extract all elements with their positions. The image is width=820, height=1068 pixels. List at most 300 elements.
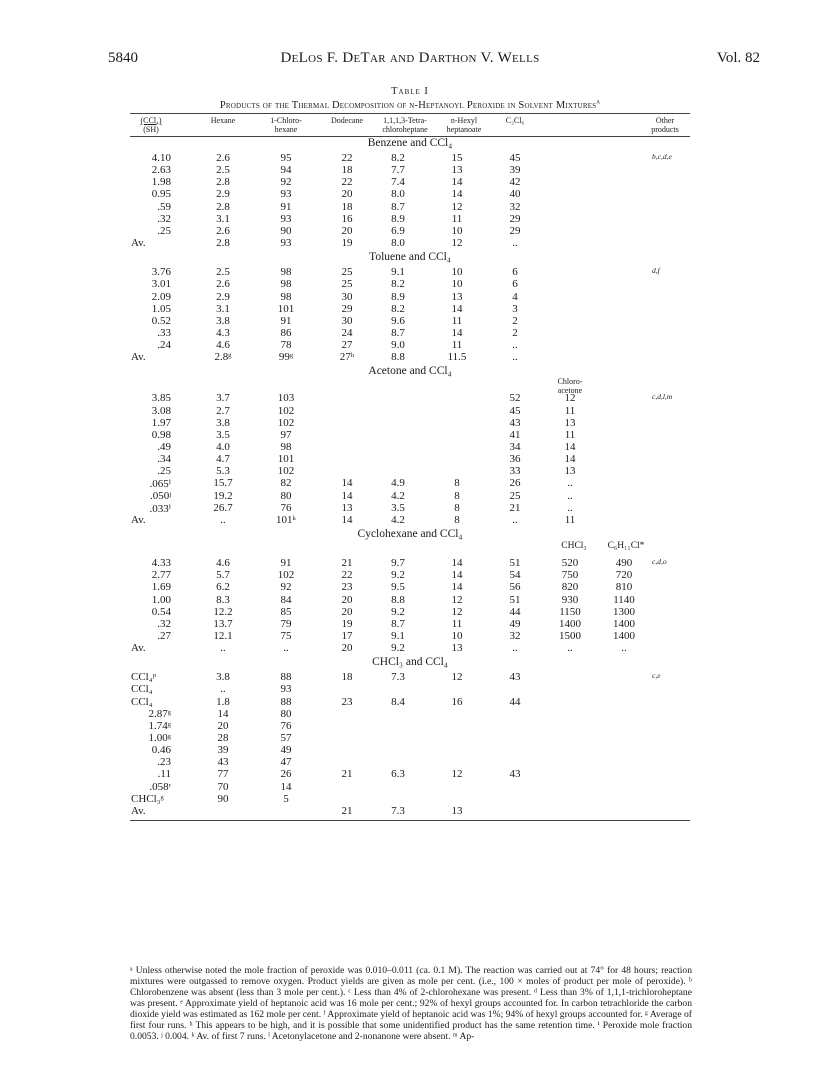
table-cell: 33 <box>509 465 521 478</box>
table-cell: CCl₄ᵖ <box>131 671 156 684</box>
table-cell: 2.5 <box>216 266 230 279</box>
table-cell: 10 <box>451 278 463 291</box>
table-cell: 14 <box>451 326 463 339</box>
table-row <box>0 744 820 756</box>
table-cell: 88 <box>280 671 292 684</box>
table-cell: 22 <box>341 152 353 164</box>
table-cell: 95 <box>280 152 292 164</box>
table-cell: 4.33 <box>151 557 171 570</box>
column-header <box>500 117 530 126</box>
table-cell: 80 <box>280 707 292 720</box>
table-cell: 32 <box>509 629 521 642</box>
table-cell: 14 <box>341 489 353 502</box>
table-cell: .27 <box>157 629 171 642</box>
table-cell: 98 <box>280 290 292 303</box>
table-cell: 11 <box>564 428 576 441</box>
column-header <box>262 117 310 134</box>
table-cell: 12 <box>451 593 463 606</box>
column-header-line: chloroheptane <box>382 124 428 134</box>
table-cell: 44 <box>509 605 521 618</box>
section-subheader-line: C₆H₁₁Cl* <box>607 541 645 552</box>
table-cell: 57 <box>280 732 292 744</box>
table-cell: 26 <box>509 477 521 490</box>
table-cell: 98 <box>280 278 292 291</box>
table-cell: 7.3 <box>391 804 405 817</box>
table-cell: 14 <box>451 557 463 570</box>
table-cell: 17 <box>341 629 353 642</box>
table-cell: 2 <box>512 326 518 339</box>
table-cell: 5 <box>283 792 289 805</box>
table-cell: 102 <box>277 569 295 582</box>
table-cell: 8.0 <box>391 237 405 250</box>
table-cell: 7.4 <box>391 176 405 189</box>
table-cell: 39 <box>217 744 229 757</box>
section-heading: Acetone and CCl₄ <box>368 365 452 378</box>
section-subheader-line: acetone <box>557 385 583 395</box>
table-cell: 0.98 <box>151 428 171 441</box>
table-cell: 42 <box>509 176 521 189</box>
table-cell: 13 <box>451 804 463 817</box>
table-cell: 2.5 <box>216 164 230 177</box>
column-header <box>438 117 490 134</box>
table-cell: .. <box>512 642 518 655</box>
table-cell: .065ⁱ <box>149 478 171 491</box>
table-row <box>0 569 820 581</box>
table-cell: 1400 <box>613 629 635 642</box>
table-cell: 4.6 <box>216 339 230 352</box>
table-cell: 29 <box>509 212 521 225</box>
table-cell: 10 <box>451 224 463 237</box>
table-cell: 93 <box>280 188 292 201</box>
table-row <box>0 201 820 213</box>
column-header-line: 1-Chloro- <box>270 116 302 125</box>
table-cell: 720 <box>615 569 633 582</box>
table-cell: .. <box>567 642 573 655</box>
table-cell: CCl₄ <box>131 683 153 696</box>
table-cell: 90 <box>217 792 229 805</box>
table-cell: 93 <box>280 683 292 696</box>
table-cell: 29 <box>509 224 521 237</box>
table-row <box>0 417 820 429</box>
table-cell: 1300 <box>613 605 635 618</box>
table-cell: Av. <box>131 804 146 817</box>
table-cell: 750 <box>561 569 579 582</box>
table-cell: Av. <box>131 351 146 364</box>
table-cell: 22 <box>341 176 353 189</box>
table-row <box>0 502 820 514</box>
table-rule <box>130 113 690 114</box>
table-cell: 12.2 <box>213 605 233 618</box>
table-cell: 43 <box>509 671 521 684</box>
table-row <box>0 708 820 720</box>
table-cell: 90 <box>280 224 292 237</box>
table-cell: .. <box>567 501 573 514</box>
table-cell: 8 <box>454 501 460 514</box>
table-cell: 15 <box>451 152 463 164</box>
volume-label: Vol. 82 <box>716 50 760 66</box>
table-cell: 3 <box>512 302 518 315</box>
table-cell: 8.2 <box>391 152 405 164</box>
table-cell: 8.3 <box>216 593 230 606</box>
table-cell: 49 <box>509 617 521 630</box>
table-cell: 23 <box>341 695 353 708</box>
column-header <box>640 117 690 134</box>
table-cell: 0.95 <box>151 188 171 201</box>
table-cell: 9.0 <box>391 339 405 352</box>
table-cell: Av. <box>131 513 146 526</box>
section-subheader-line: Chloro- <box>557 377 583 387</box>
table-cell: 2.6 <box>216 278 230 291</box>
table-cell: 94 <box>280 164 292 177</box>
table-cell: 34 <box>509 441 521 453</box>
table-cell: 3.08 <box>151 404 171 417</box>
table-cell: 2.8 <box>216 200 230 213</box>
table-cell: 14 <box>451 188 463 201</box>
table-cell: 92 <box>280 581 292 594</box>
table-cell: 13 <box>564 465 576 478</box>
other-products-note: d,f <box>652 266 660 276</box>
table-cell: 820 <box>561 581 579 594</box>
table-row <box>0 303 820 315</box>
table-cell: 9.2 <box>391 605 405 618</box>
table-cell: 82 <box>280 477 292 490</box>
table-cell: 3.01 <box>151 278 171 291</box>
table-cell: 12 <box>451 671 463 684</box>
table-cell: .32 <box>157 617 171 630</box>
table-cell: 36 <box>509 453 521 466</box>
table-cell: 25 <box>509 489 521 502</box>
table-row <box>0 642 820 654</box>
table-cell: 102 <box>277 465 295 478</box>
table-cell: 12.1 <box>213 629 233 642</box>
table-cell: 4 <box>512 290 518 303</box>
table-cell: 43 <box>509 768 521 781</box>
table-row <box>0 453 820 465</box>
table-cell: 21 <box>341 804 353 817</box>
table-cell: .25 <box>157 465 171 478</box>
table-cell: 520 <box>561 557 579 570</box>
table-cell: 3.8 <box>216 314 230 327</box>
table-row <box>0 793 820 805</box>
table-cell: 45 <box>509 152 521 164</box>
table-row <box>0 152 820 164</box>
table-cell: 54 <box>509 569 521 582</box>
column-header <box>206 117 240 126</box>
table-cell: 103 <box>277 392 295 405</box>
table-cell: 8.9 <box>391 212 405 225</box>
table-cell: 1.00ᵍ <box>148 732 171 744</box>
table-cell: 1500 <box>559 629 581 642</box>
table-cell: .23 <box>157 756 171 769</box>
other-products-note: c,e <box>652 671 661 681</box>
table-cell: 92 <box>280 176 292 189</box>
table-cell: 3.1 <box>216 212 230 225</box>
table-cell: 98 <box>280 266 292 279</box>
table-row <box>0 720 820 732</box>
table-cell: .050ʲ <box>150 489 171 502</box>
table-cell: 49 <box>280 744 292 757</box>
table-cell: 41 <box>509 428 521 441</box>
column-header-line: Hexane <box>210 116 236 125</box>
column-header-line: Other <box>655 116 675 125</box>
table-cell: 32 <box>509 200 521 213</box>
table-cell: 3.5 <box>216 428 230 441</box>
table-cell: 43 <box>509 416 521 429</box>
table-cell: 1.74ᵍ <box>148 719 171 732</box>
table-row <box>0 768 820 780</box>
table-cell: 14 <box>564 453 576 466</box>
table-label: Table I <box>391 86 429 97</box>
table-row <box>0 315 820 327</box>
table-row <box>0 606 820 618</box>
table-cell: 8.8 <box>391 593 405 606</box>
table-row <box>0 291 820 303</box>
table-cell: 86 <box>280 326 292 339</box>
table-row <box>0 237 820 249</box>
table-cell: CHCl₃ᵍ <box>131 792 164 805</box>
table-row <box>0 683 820 695</box>
table-cell: 7.7 <box>391 164 405 177</box>
table-cell: 6.2 <box>216 581 230 594</box>
table-cell: 6 <box>512 278 518 291</box>
table-cell: 0.52 <box>151 314 171 327</box>
table-cell: 4.2 <box>391 513 405 526</box>
table-cell: 14 <box>451 302 463 315</box>
table-cell: 8 <box>454 513 460 526</box>
table-cell: 4.0 <box>216 441 230 453</box>
table-cell: 1.98 <box>151 176 171 189</box>
table-cell: 8.8 <box>391 351 405 364</box>
table-cell: 21 <box>509 501 521 514</box>
table-cell: 2 <box>512 314 518 327</box>
section-subheader <box>548 542 658 551</box>
table-cell: 40 <box>509 188 521 201</box>
table-cell: 11 <box>564 513 576 526</box>
table-cell: 9.1 <box>391 629 405 642</box>
table-cell: 2.8 <box>216 176 230 189</box>
table-cell: 88 <box>280 695 292 708</box>
section-heading: CHCl₃ and CCl₄ <box>372 656 448 669</box>
column-header-line: (SH) <box>143 124 159 134</box>
table-cell: 29 <box>341 302 353 315</box>
table-cell: 2.6 <box>216 224 230 237</box>
table-cell: 80 <box>280 489 292 502</box>
table-cell: .34 <box>157 453 171 466</box>
table-cell: CCl₄ <box>131 695 153 708</box>
column-header-line: hexane <box>274 124 298 134</box>
table-row <box>0 490 820 502</box>
table-row <box>0 351 820 363</box>
table-cell: 22 <box>341 569 353 582</box>
table-cell: 26 <box>280 768 292 781</box>
table-row <box>0 465 820 477</box>
table-cell: 79 <box>280 617 292 630</box>
table-row <box>0 581 820 593</box>
table-cell: 2.87ᵍ <box>148 707 171 720</box>
table-row <box>0 557 820 569</box>
table-title <box>0 100 820 111</box>
table-cell: 3.8 <box>216 671 230 684</box>
table-cell: .11 <box>157 768 171 781</box>
table-cell: .. <box>567 489 573 502</box>
table-cell: 8.9 <box>391 290 405 303</box>
table-cell: 12 <box>564 392 576 405</box>
table-cell: 21 <box>341 557 353 570</box>
table-cell: 19 <box>341 617 353 630</box>
table-cell: 101 <box>277 302 295 315</box>
table-cell: 99ᵍ <box>278 351 294 364</box>
table-cell: 3.8 <box>216 416 230 429</box>
table-cell: 8.2 <box>391 278 405 291</box>
table-row <box>0 188 820 200</box>
table-cell: 51 <box>509 593 521 606</box>
table-cell: 98 <box>280 441 292 453</box>
table-cell: 21 <box>341 768 353 781</box>
table-cell: 1150 <box>559 605 581 618</box>
table-cell: .49 <box>157 441 171 453</box>
column-header-line: n-Hexyl <box>450 116 478 125</box>
table-cell: 20 <box>341 224 353 237</box>
column-header-line: heptanoate <box>446 124 482 134</box>
table-cell: 18 <box>341 200 353 213</box>
table-cell: 18 <box>341 671 353 684</box>
table-cell: 20 <box>341 188 353 201</box>
table-cell: 9.2 <box>391 569 405 582</box>
table-cell: 0.54 <box>151 605 171 618</box>
table-cell: .24 <box>157 339 171 352</box>
table-cell: 16 <box>341 212 353 225</box>
table-cell: 8.7 <box>391 326 405 339</box>
table-cell: 6 <box>512 266 518 279</box>
table-cell: 16 <box>451 695 463 708</box>
table-cell: 3.7 <box>216 392 230 405</box>
table-row <box>0 756 820 768</box>
table-cell: 4.10 <box>151 152 171 164</box>
table-cell: 930 <box>561 593 579 606</box>
table-row <box>0 477 820 489</box>
table-cell: 10 <box>451 629 463 642</box>
table-cell: 27ʰ <box>339 351 355 364</box>
table-cell: Av. <box>131 237 146 250</box>
table-cell: 13 <box>341 501 353 514</box>
table-footnotes: ᵃ Unless otherwise noted the mole fraction of peroxide was 0.010–0.011 (ca. 0.1 M). The reaction was carried out at 74° for 48 hours; reaction mixtures were outgassed to remove oxygen. Product yields are given as mole per cent. (i.e., 100 × moles of product per mole of peroxide). ᵇ Chlorobenzene was absent (less than 3 mole per cent.). ᶜ Less than 4% of 2-chlorohexane was present. ᵈ Less than 3% of 1,1,1-trichloroheptane was present. ᵉ Approximate yield of heptanoic acid was 16 mole per cent.; 92% of hexyl groups accounted for. In carbon tetrachloride the carbon dioxide yield was estimated as 162 mole per cent. ᶠ Approximate yield of heptanoic acid was 1%; 94% of hexyl groups accounted for. ᵍ Average of first four runs. ʰ This appears to be high, and it is possible that some unidentified product has the same retention time. ⁱ Peroxide mole fraction 0.0053. ʲ 0.004. ᵏ Av. of first 7 runs. ˡ Acetonylacetone and 2-nonanone were absent. ᵐ Ap- <box>130 965 692 1042</box>
table-cell: 70 <box>217 780 229 793</box>
table-cell: 13 <box>451 164 463 177</box>
table-cell: 102 <box>277 404 295 417</box>
table-cell: 9.6 <box>391 314 405 327</box>
table-row <box>0 266 820 278</box>
table-cell: 1140 <box>613 593 635 606</box>
table-cell: 4.3 <box>216 326 230 339</box>
table-cell: 12 <box>451 605 463 618</box>
table-cell: 47 <box>280 756 292 769</box>
table-cell: 11 <box>564 404 576 417</box>
table-cell: .033ⁱ <box>149 502 171 515</box>
table-cell: 2.63 <box>151 164 171 177</box>
table-cell: 2.77 <box>151 569 171 582</box>
table-cell: .33 <box>157 326 171 339</box>
table-cell: 26.7 <box>213 501 233 514</box>
table-cell: 14 <box>451 581 463 594</box>
table-cell: 490 <box>615 557 633 570</box>
table-cell: 77 <box>217 768 229 781</box>
table-cell: 27 <box>341 339 353 352</box>
table-cell: 8.7 <box>391 617 405 630</box>
table-cell: .. <box>512 513 518 526</box>
table-cell: 56 <box>509 581 521 594</box>
table-cell: 2.8 <box>216 237 230 250</box>
table-cell: 97 <box>280 428 292 441</box>
table-row <box>0 339 820 351</box>
table-cell: .058ʳ <box>149 780 171 793</box>
table-cell: 810 <box>615 581 633 594</box>
table-row <box>0 805 820 817</box>
column-header-line: (CCl₄) <box>140 116 162 125</box>
table-cell: 14 <box>564 441 576 453</box>
table-row <box>0 618 820 630</box>
table-row <box>0 671 820 683</box>
table-cell: 8.0 <box>391 188 405 201</box>
table-cell: 12 <box>451 768 463 781</box>
table-cell: 101 <box>277 453 295 466</box>
table-cell: 14 <box>451 569 463 582</box>
column-header-line: C₂Cl₆ <box>505 116 525 125</box>
table-cell: 2.9 <box>216 188 230 201</box>
table-cell: 25 <box>341 278 353 291</box>
table-cell: 3.5 <box>391 501 405 514</box>
section-heading: Cyclohexane and CCl₄ <box>357 528 463 541</box>
table-cell: 14 <box>341 513 353 526</box>
table-cell: 8 <box>454 477 460 490</box>
table-cell: Av. <box>131 642 146 655</box>
table-cell: .. <box>512 339 518 352</box>
table-cell: 1.8 <box>216 695 230 708</box>
table-cell: 9.2 <box>391 642 405 655</box>
table-cell: 30 <box>341 314 353 327</box>
table-cell: 19 <box>341 237 353 250</box>
table-cell: 9.1 <box>391 266 405 279</box>
table-row <box>0 732 820 744</box>
table-cell: 8.7 <box>391 200 405 213</box>
table-cell: 91 <box>280 314 292 327</box>
section-heading: Benzene and CCl₄ <box>367 137 453 149</box>
table-cell: 5.7 <box>216 569 230 582</box>
table-cell: 11 <box>451 212 463 225</box>
table-cell: 30 <box>341 290 353 303</box>
table-cell: 24 <box>341 326 353 339</box>
table-cell: .. <box>567 477 573 490</box>
table-cell: 2.7 <box>216 404 230 417</box>
table-cell: 8.4 <box>391 695 405 708</box>
table-cell: 4.9 <box>391 477 405 490</box>
table-cell: 78 <box>280 339 292 352</box>
table-cell: .. <box>512 237 518 250</box>
table-cell: 75 <box>280 629 292 642</box>
table-cell: .. <box>220 642 226 655</box>
table-cell: 20 <box>341 593 353 606</box>
table-cell: 13 <box>564 416 576 429</box>
table-cell: 52 <box>509 392 521 405</box>
table-cell: 6.9 <box>391 224 405 237</box>
table-cell: 9.5 <box>391 581 405 594</box>
table-cell: 14 <box>280 780 292 793</box>
table-cell: 91 <box>280 200 292 213</box>
column-header-line: products <box>651 124 679 134</box>
column-header <box>327 117 367 126</box>
table-row <box>0 405 820 417</box>
table-cell: 6.3 <box>391 768 405 781</box>
table-row <box>0 696 820 708</box>
